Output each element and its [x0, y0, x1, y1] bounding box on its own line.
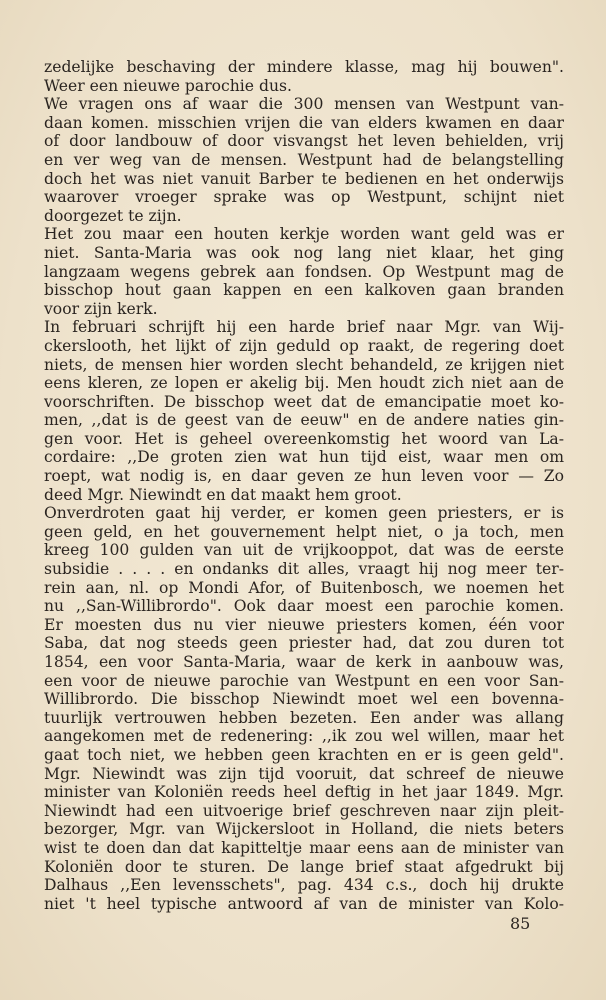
text-line: 1854, een voor Santa-Maria, waar de kerk in aanbouw was,: [44, 653, 564, 671]
text-line: We vragen ons af waar die 300 mensen van Westpunt van-: [44, 95, 564, 114]
text-line: niet. Santa-Maria was ook nog lang niet klaar, het ging: [44, 243, 564, 262]
text-line: niet 't heel typische antwoord af van de minister van Kolo-: [44, 894, 564, 913]
text-line: voor zijn kerk.: [44, 299, 158, 318]
text-line: Dalhaus ,,Een levensschets", pag. 434 c.s., doch hij drukte: [44, 876, 564, 895]
text-line: Weer een nieuwe parochie dus.: [44, 76, 292, 95]
text-line: Willibrordo. Die bisschop Niewindt moet wel een bovenna-: [44, 690, 564, 709]
text-line: minister van Koloniën reeds heel deftig in het jaar 1849. Mgr.: [44, 783, 564, 802]
text-line: gaat toch niet, we hebben geen krachten en er is geen geld".: [44, 745, 564, 764]
text-line: doch het was niet vanuit Barber te bedienen en het onderwijs: [44, 169, 564, 188]
text-line: gen voor. Het is geheel overeenkomstig het woord van La-: [44, 429, 564, 448]
body-text: [44, 58, 564, 913]
text-line: doorgezet te zijn.: [44, 206, 182, 225]
text-line: men, ,,dat is de geest van de eeuw" en de andere naties gin-: [44, 411, 564, 430]
text-line: rein aan, nl. op Mondi Afor, of Buitenbosch, we noemen het: [44, 578, 564, 597]
text-line: deed Mgr. Niewindt en dat maakt hem groot.: [44, 485, 402, 504]
text-line: voorschriften. De bisschop weet dat de emancipatie moet ko-: [44, 392, 564, 411]
text-line: Mgr. Niewindt was zijn tijd vooruit, dat schreef de nieuwe: [44, 764, 564, 783]
text-line: aangekomen met de redenering: ,,ik zou wel willen, maar het: [44, 727, 564, 746]
text-line: of door landbouw of door visvangst het leven behielden, vrij: [44, 132, 564, 151]
text-line: Onverdroten gaat hij verder, er komen geen priesters, er is: [44, 504, 564, 523]
text-line: cordaire: ,,De groten zien wat hun tijd eist, waar men om: [44, 448, 564, 467]
text-line: Het zou maar een houten kerkje worden want geld was er: [44, 225, 564, 244]
text-line: en ver weg van de mensen. Westpunt had de belangstelling: [44, 150, 564, 169]
text-line: In februari schrijft hij een harde brief naar Mgr. van Wij-: [44, 318, 564, 337]
text-line: niets, de mensen hier worden slecht behandeld, ze krijgen niet: [44, 355, 564, 374]
text-line: daan komen. misschien vrijen die van elders kwamen en daar: [44, 113, 564, 132]
text-line: zedelijke beschaving der mindere klasse, mag hij bouwen".: [44, 58, 564, 76]
text-line: ckerslooth, het lijkt of zijn geduld op raakt, de regering doet: [44, 336, 564, 355]
text-line: een voor de nieuwe parochie van Westpunt en een voor San-: [44, 671, 564, 690]
text-line: tuurlijk vertrouwen hebben bezeten. Een ander was allang: [44, 708, 564, 727]
text-line: roept, wat nodig is, en daar geven ze hun leven voor — Zo: [44, 467, 564, 486]
page-number: 85: [510, 914, 531, 933]
text-line: waarover vroeger sprake was op Westpunt, schijnt niet: [44, 188, 564, 207]
text-line: geen geld, en het gouvernement helpt niet, o ja toch, men: [44, 522, 564, 541]
text-line: bisschop hout gaan kappen en een kalkoven gaan branden: [44, 281, 564, 300]
text-line: subsidie . . . . en ondanks dit alles, vraagt hij nog meer ter-: [44, 560, 564, 579]
text-line: eens kleren, ze lopen er akelig bij. Men houdt zich niet aan de: [44, 374, 564, 393]
text-line: kreeg 100 gulden van uit de vrijkooppot, dat was de eerste: [44, 541, 564, 560]
text-line: Er moesten dus nu vier nieuwe priesters komen, één voor: [44, 615, 564, 634]
text-line: bezorger, Mgr. van Wijckersloot in Holland, die niets beters: [44, 820, 564, 839]
text-line: wist te doen dan dat kapitteltje maar eens aan de minister van: [44, 838, 564, 857]
text-line: langzaam wegens gebrek aan fondsen. Op Westpunt mag de: [44, 262, 564, 281]
text-line: Saba, dat nog steeds geen priester had, dat zou duren tot: [44, 634, 564, 653]
text-line: nu ,,San-Willibrordo". Ook daar moest een parochie komen.: [44, 597, 564, 616]
text-line: Niewindt had een uitvoerige brief geschreven naar zijn pleit-: [44, 801, 564, 820]
text-line: Koloniën door te sturen. De lange brief staat afgedrukt bij: [44, 857, 564, 876]
